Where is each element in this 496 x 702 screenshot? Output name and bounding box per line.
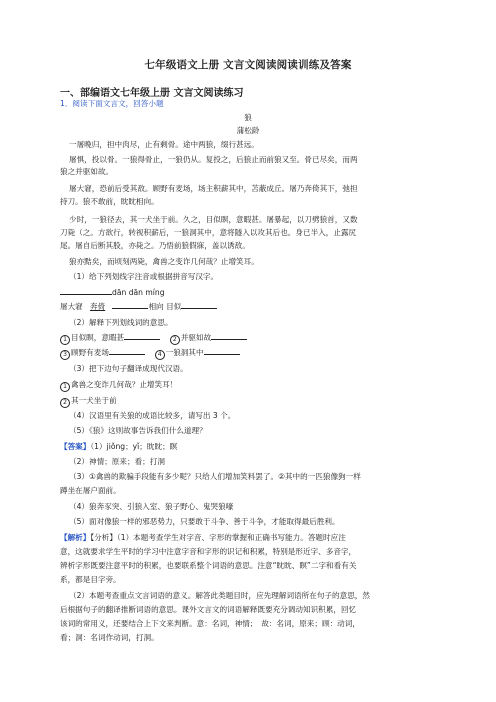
answer-line-1 xyxy=(60,442,440,452)
answer-blank xyxy=(109,348,145,355)
word-rest: 相向 目似 xyxy=(148,302,182,311)
q1-3-item-b: 其一犬坐于前 xyxy=(71,396,117,405)
q1-2-row-2 xyxy=(60,348,440,360)
analysis-2a: （2）本题考查重点文言词语的意义。解答此类题目时，应先理解词语所在句子的意思，然 xyxy=(69,591,370,600)
poem-title: 狼 xyxy=(244,113,252,122)
analysis-1c: 辨析字形既要注意平时的积累，也要联系整个词语的意思。注意“眈眈、瞑”二字和看有关 xyxy=(60,561,357,570)
q1-2-row-1 xyxy=(60,333,440,345)
question-prompt: 1．阅读下面文言文，回答小题 xyxy=(60,99,164,108)
answer-blank xyxy=(181,302,217,309)
question-1-5: （5）《狼》这则故事告诉我们什么道理？ xyxy=(69,426,207,435)
analysis-1a: 【分析】（1）本题考查学生对字音、字形的掌握和正确书写能力。答题时应注 xyxy=(90,533,346,542)
paragraph-3: 屠大窘，恐前后受其敌。顾野有麦场，场主积薪其中，苫蔽成丘。屠乃奔倚其下，弛担 xyxy=(69,184,358,193)
circled-number: 4 xyxy=(155,350,165,360)
section-heading: 一、部编语文七年级上册 文言文阅读练习 xyxy=(60,88,244,99)
answer-2: （2）神情；原来；看；打洞 xyxy=(69,457,165,466)
analysis-2b: 后根据句子的翻译推断词语的意思。课外文言文的词语解释既要充分调动知识积累，回忆 xyxy=(60,605,357,614)
analysis-2c: 该词的常用义，还要结合上下文来判断。意：名词，神情； 故：名词，原来；顾：动词， xyxy=(60,619,360,628)
answer-3-cont: 蹲坐在屠户面前。 xyxy=(60,486,121,495)
paragraph-5: 狼亦黠矣，而顷刻两毙，禽兽之变诈几何哉？止增笑耳。 xyxy=(69,257,259,266)
answer-label: 【答案】 xyxy=(60,442,91,451)
answer-blank xyxy=(124,333,160,340)
answer-blank xyxy=(60,288,112,295)
pinyin-line xyxy=(60,288,440,298)
pinyin-text: dān dān míng xyxy=(112,288,165,297)
analysis-1d: 系，都是目字旁。 xyxy=(60,575,121,584)
word-yi: 奔倚 xyxy=(90,302,106,311)
q1-3-row-1 xyxy=(60,380,440,392)
answer-blank xyxy=(204,348,240,355)
paragraph-2: 屠惧，投以骨。一狼得骨止，一狼仍从。复投之，后狼止而前狼又至。骨已尽矣，而两 xyxy=(69,155,358,164)
circled-number: 1 xyxy=(60,382,70,392)
paragraph-3-cont: 持刀。狼不敢前，眈眈相向。 xyxy=(60,197,159,206)
question-1-3: （3）把下边句子翻译成现代汉语。 xyxy=(69,364,188,373)
answer-4: （4）狼奔豕突、引狼入室、狼子野心、鬼哭狼嚎 xyxy=(69,502,234,511)
paragraph-4: 少时，一狼径去，其一犬坐于前。久之，目似瞑，意暇甚。屠暴起，以刀劈狼首，又数 xyxy=(69,215,358,224)
q1-2-item-c: 顾野有麦场 xyxy=(71,348,109,357)
analysis-line-1 xyxy=(60,533,440,543)
q1-3-item-a: 禽兽之变诈几何哉？止增笑耳！ xyxy=(71,380,178,389)
answer-5: （5）面对像狼一样的邪恶势力，只要敢于斗争、善于斗争，才能取得最后胜利。 xyxy=(69,517,340,526)
circled-number: 3 xyxy=(60,350,70,360)
question-1-1: （1）给下列划线字注音或根据拼音写汉字。 xyxy=(69,272,219,281)
analysis-2d: 看；洞：名词作动词，打洞。 xyxy=(60,633,159,642)
poem-author: 蒲松龄 xyxy=(236,126,260,135)
answer-3: （3）①禽兽的欺骗手段能有多少呢？只给人们增加笑料罢了。②其中的一匹狼像狗一样 xyxy=(69,472,361,481)
answer-1: （1）jiǒng；yǐ；眈眈；瞑 xyxy=(90,442,178,451)
answer-blank xyxy=(211,333,247,340)
paragraph-2-cont: 狼之并驱如故。 xyxy=(60,167,114,176)
analysis-label: 【解析】 xyxy=(60,533,91,542)
paragraph-4-cont: 刀毙（之。方欲行，转视积薪后，一狼洞其中，意将隧入以攻其后也。身已半入，止露尻 xyxy=(60,228,357,237)
q1-2-item-d: 一狼洞其中 xyxy=(165,348,204,357)
question-1-2: （2）解释下列划线词的意思。 xyxy=(69,318,173,327)
circled-number: 2 xyxy=(60,398,70,408)
q1-2-item-b: 并驱如故 xyxy=(180,333,212,342)
paragraph-4-cont2: 尾。屠自后断其股，亦毙之。乃悟前狼假寐，盖以诱敌。 xyxy=(60,241,250,250)
answer-blank xyxy=(112,302,148,309)
paragraph-1: 一屠晚归，担中肉尽，止有剩骨。途中两狼，缀行甚远。 xyxy=(69,140,259,149)
circled-number: 2 xyxy=(170,335,180,345)
circled-number: 1 xyxy=(60,335,70,345)
q1-3-row-2 xyxy=(60,396,440,408)
word-jiong: 屠大窘 xyxy=(60,302,83,311)
document-title: 七年级语文上册 文言文阅读阅读训练及答案 xyxy=(144,59,352,71)
q1-2-item-a: 目似瞑，意暇甚 xyxy=(71,333,125,342)
chars-line xyxy=(60,302,440,312)
question-1-4: （4）汉语里有关狼的成语比较多，请写出 3 个。 xyxy=(69,411,236,420)
analysis-1b: 意，这就要求学生平时的学习中注意字音和字形的识记和积累，特别是形近字、多音字， xyxy=(60,547,357,556)
